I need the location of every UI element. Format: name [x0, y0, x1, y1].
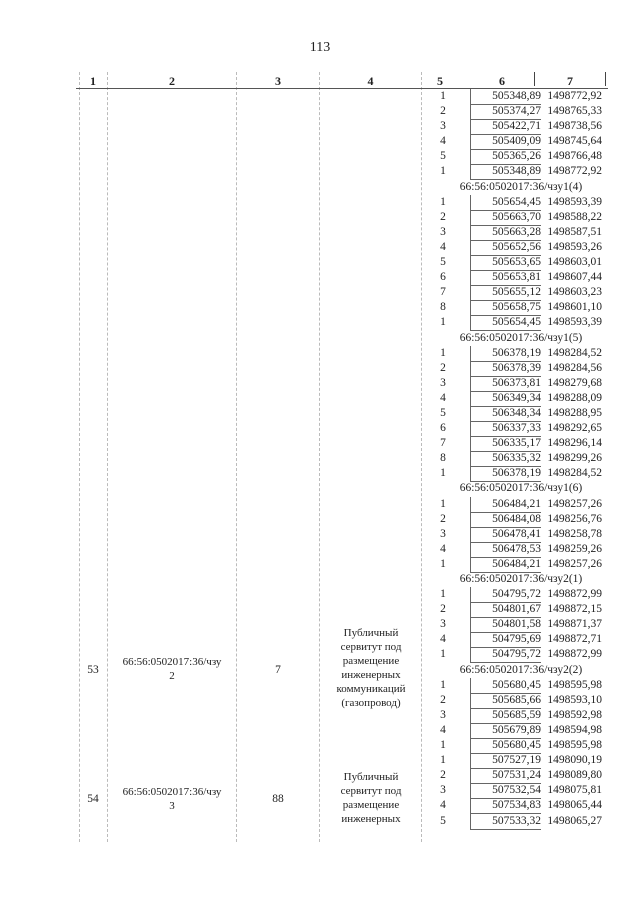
record-54-number: 54: [87, 793, 99, 805]
point-number: 7: [440, 437, 446, 450]
coordinate-list: [428, 89, 606, 829]
coordinate-row: [428, 346, 606, 361]
coordinate-row: [428, 421, 606, 436]
y-coordinate: 1498595,98: [547, 678, 602, 691]
x-coordinate: 507527,19: [470, 753, 541, 769]
y-coordinate: 1498772,92: [547, 90, 602, 102]
point-number: 5: [440, 256, 446, 269]
point-number: 5: [440, 814, 446, 827]
y-coordinate: 1498593,39: [547, 316, 602, 329]
x-coordinate: 506478,53: [470, 542, 541, 558]
x-coordinate: 504795,72: [470, 587, 541, 603]
record-53-code: 66:56:0502017:36/чзу 2: [122, 656, 222, 682]
point-number: 8: [440, 301, 446, 314]
point-number: 2: [440, 693, 446, 706]
point-number: 3: [440, 527, 446, 540]
record-53-purpose: Публичный сервитут под размещение инженерных коммуникаций (газопровод): [336, 627, 406, 709]
x-coordinate: 506378,19: [470, 346, 541, 362]
x-coordinate: 505680,45: [470, 738, 541, 754]
x-coordinate: 507533,32: [470, 814, 541, 830]
y-coordinate: 1498603,01: [547, 256, 602, 269]
y-coordinate: 1498256,76: [547, 512, 602, 525]
coordinate-row: [428, 542, 606, 557]
coordinate-row: [428, 134, 606, 149]
x-coordinate: 505348,89: [470, 89, 541, 105]
record-53-number: 53: [87, 664, 99, 676]
y-coordinate: 1498284,52: [547, 346, 602, 359]
y-coordinate: 1498292,65: [547, 422, 602, 435]
point-number: 1: [440, 557, 446, 570]
x-coordinate: 507534,83: [470, 798, 541, 814]
x-coordinate: 505663,70: [470, 210, 541, 226]
x-coordinate: 504795,69: [470, 632, 541, 648]
y-coordinate: 1498745,64: [547, 135, 602, 148]
x-coordinate: 505679,89: [470, 723, 541, 739]
coordinate-row: [428, 723, 606, 738]
y-coordinate: 1498872,99: [547, 588, 602, 601]
header-col-1: 1: [90, 74, 96, 88]
x-coordinate: 505409,09: [470, 134, 541, 150]
x-coordinate: 506337,33: [470, 421, 541, 437]
point-number: 2: [440, 105, 446, 118]
x-coordinate: 505365,26: [470, 149, 541, 165]
coordinate-row: [428, 497, 606, 512]
coordinate-row: [428, 617, 606, 632]
x-coordinate: 507531,24: [470, 768, 541, 784]
coordinate-row: [428, 436, 606, 451]
record-54-purpose: Публичный сервитут под размещение инженерных: [340, 771, 402, 825]
coordinate-row: [428, 270, 606, 285]
x-coordinate: 505653,65: [470, 255, 541, 271]
y-coordinate: 1498603,23: [547, 286, 602, 299]
coordinate-row: [428, 210, 606, 225]
point-number: 2: [440, 210, 446, 223]
y-coordinate: 1498772,92: [547, 165, 602, 178]
col-divider: [79, 72, 80, 842]
y-coordinate: 1498299,26: [547, 452, 602, 465]
coordinate-row: [428, 768, 606, 783]
y-coordinate: 1498593,26: [547, 240, 602, 253]
coordinate-row: [428, 89, 606, 104]
coordinate-row: [428, 164, 606, 179]
y-coordinate: 1498288,95: [547, 406, 602, 419]
col-divider: [236, 72, 237, 842]
y-coordinate: 1498592,98: [547, 708, 602, 721]
x-coordinate: 505680,45: [470, 678, 541, 694]
header-col-2: 2: [169, 74, 175, 88]
x-coordinate: 504801,58: [470, 617, 541, 633]
y-coordinate: 1498259,26: [547, 542, 602, 555]
x-coordinate: 505374,27: [470, 104, 541, 120]
point-number: 2: [440, 512, 446, 525]
coordinate-row: [428, 451, 606, 466]
point-number: 1: [440, 588, 446, 601]
point-number: 4: [440, 391, 446, 404]
y-coordinate: 1498296,14: [547, 437, 602, 450]
x-coordinate: 506484,21: [470, 557, 541, 573]
coordinate-row: [428, 512, 606, 527]
coordinate-row: [428, 708, 606, 723]
y-coordinate: 1498284,52: [547, 467, 602, 480]
point-number: 2: [440, 603, 446, 616]
y-coordinate: 1498090,19: [547, 754, 602, 767]
point-number: 2: [440, 361, 446, 374]
x-coordinate: 505685,66: [470, 693, 541, 709]
header-col-6: 6: [499, 74, 505, 88]
x-coordinate: 506378,39: [470, 361, 541, 377]
y-coordinate: 1498065,44: [547, 799, 602, 812]
zone-caption: 66:56:0502017:36/чзу1(5): [459, 331, 583, 344]
coordinate-row: [428, 300, 606, 315]
point-number: 4: [440, 240, 446, 253]
coordinate-row: [428, 783, 606, 798]
x-coordinate: 506484,21: [470, 497, 541, 513]
header-col-5: 5: [437, 74, 443, 88]
coordinate-row: [428, 466, 606, 481]
coordinate-row: [428, 678, 606, 693]
coordinate-row: [428, 587, 606, 602]
point-number: 1: [440, 497, 446, 510]
coordinate-row: [428, 240, 606, 255]
col-divider: [421, 72, 422, 842]
coordinate-row: [428, 798, 606, 813]
x-coordinate: 507532,54: [470, 783, 541, 799]
header-col-4: 4: [367, 74, 374, 88]
y-coordinate: 1498075,81: [547, 784, 602, 797]
coordinate-row: [428, 149, 606, 164]
coordinate-row: [428, 255, 606, 270]
x-coordinate: 505653,81: [470, 270, 541, 286]
x-coordinate: 505658,75: [470, 300, 541, 316]
point-number: 4: [440, 799, 446, 812]
y-coordinate: 1498607,44: [547, 271, 602, 284]
x-coordinate: 505654,45: [470, 315, 541, 331]
point-number: 3: [440, 784, 446, 797]
point-number: 1: [440, 467, 446, 480]
x-coordinate: 504795,72: [470, 647, 541, 663]
point-number: 4: [440, 633, 446, 646]
record-54-code: 66:56:0502017:36/чзу 3: [122, 786, 222, 812]
x-coordinate: 506484,08: [470, 512, 541, 528]
y-coordinate: 1498872,15: [547, 603, 602, 616]
x-coordinate: 505663,28: [470, 225, 541, 241]
coordinate-row: [428, 753, 606, 768]
coordinate-row: [428, 361, 606, 376]
coordinate-row: [428, 647, 606, 662]
y-coordinate: 1498257,26: [547, 557, 602, 570]
coordinate-row: [428, 814, 606, 829]
coordinate-row: [428, 557, 606, 572]
point-number: 5: [440, 150, 446, 163]
y-coordinate: 1498872,71: [547, 633, 602, 646]
x-coordinate: 506373,81: [470, 376, 541, 392]
coordinate-row: [428, 376, 606, 391]
x-coordinate: 505348,89: [470, 164, 541, 180]
point-number: 6: [440, 422, 446, 435]
zone-caption: 66:56:0502017:36/чзу2(1): [459, 573, 583, 585]
point-number: 8: [440, 452, 446, 465]
y-coordinate: 1498065,27: [547, 814, 602, 827]
zone-caption: 66:56:0502017:36/чзу1(4): [459, 180, 583, 193]
x-coordinate: 506335,17: [470, 436, 541, 452]
y-coordinate: 1498871,37: [547, 618, 602, 631]
x-coordinate: 505652,56: [470, 240, 541, 256]
page-number: 113: [309, 40, 331, 55]
y-coordinate: 1498257,26: [547, 497, 602, 510]
col-divider: [319, 72, 320, 842]
coordinate-row: [428, 527, 606, 542]
point-number: 3: [440, 376, 446, 389]
col-divider: [605, 72, 606, 86]
point-number: 3: [440, 708, 446, 721]
x-coordinate: 505655,12: [470, 285, 541, 301]
point-number: 1: [440, 165, 446, 178]
zone-caption: 66:56:0502017:36/чзу2(2): [459, 663, 583, 676]
header-col-7: 7: [567, 74, 573, 88]
point-number: 1: [440, 678, 446, 691]
col-divider: [107, 72, 108, 842]
coordinate-row: [428, 391, 606, 406]
x-coordinate: 506349,34: [470, 391, 541, 407]
point-number: 3: [440, 225, 446, 238]
y-coordinate: 1498738,56: [547, 120, 602, 133]
coordinate-row: [428, 602, 606, 617]
coordinate-row: [428, 738, 606, 753]
point-number: 3: [440, 120, 446, 133]
point-number: 1: [440, 754, 446, 767]
x-coordinate: 505422,71: [470, 119, 541, 135]
y-coordinate: 1498089,80: [547, 769, 602, 782]
coordinate-row: [428, 693, 606, 708]
point-number: 3: [440, 618, 446, 631]
x-coordinate: 506378,19: [470, 466, 541, 482]
coordinate-row: [428, 225, 606, 240]
point-number: 4: [440, 542, 446, 555]
coordinate-row: [428, 632, 606, 647]
y-coordinate: 1498284,56: [547, 361, 602, 374]
point-number: 6: [440, 271, 446, 284]
record-54-area: 88: [272, 793, 284, 805]
y-coordinate: 1498766,48: [547, 150, 602, 163]
x-coordinate: 505685,59: [470, 708, 541, 724]
y-coordinate: 1498872,99: [547, 648, 602, 661]
x-coordinate: 506348,34: [470, 406, 541, 422]
y-coordinate: 1498279,68: [547, 376, 602, 389]
coordinate-row: [428, 104, 606, 119]
y-coordinate: 1498587,51: [547, 225, 602, 238]
zone-caption: 66:56:0502017:36/чзу1(6): [459, 482, 583, 495]
y-coordinate: 1498593,39: [547, 195, 602, 208]
point-number: 1: [440, 739, 446, 752]
coordinate-row: [428, 315, 606, 330]
x-coordinate: 506478,41: [470, 527, 541, 543]
y-coordinate: 1498765,33: [547, 105, 602, 118]
x-coordinate: 505654,45: [470, 195, 541, 211]
point-number: 4: [440, 135, 446, 148]
point-number: 1: [440, 346, 446, 359]
point-number: 4: [440, 723, 446, 736]
header-col-3: 3: [275, 74, 281, 88]
record-53-area: 7: [275, 664, 281, 676]
coordinate-row: [428, 119, 606, 134]
coordinate-row: [428, 195, 606, 210]
y-coordinate: 1498258,78: [547, 527, 602, 540]
x-coordinate: 504801,67: [470, 602, 541, 618]
y-coordinate: 1498594,98: [547, 723, 602, 736]
point-number: 5: [440, 406, 446, 419]
y-coordinate: 1498588,22: [547, 210, 602, 223]
y-coordinate: 1498593,10: [547, 693, 602, 706]
point-number: 2: [440, 769, 446, 782]
y-coordinate: 1498601,10: [547, 301, 602, 314]
y-coordinate: 1498595,98: [547, 739, 602, 752]
coordinate-row: [428, 406, 606, 421]
coordinate-row: [428, 285, 606, 300]
point-number: 1: [440, 316, 446, 329]
point-number: 1: [440, 195, 446, 208]
point-number: 1: [440, 648, 446, 661]
x-coordinate: 506335,32: [470, 451, 541, 467]
point-number: 1: [440, 90, 446, 102]
y-coordinate: 1498288,09: [547, 391, 602, 404]
point-number: 7: [440, 286, 446, 299]
